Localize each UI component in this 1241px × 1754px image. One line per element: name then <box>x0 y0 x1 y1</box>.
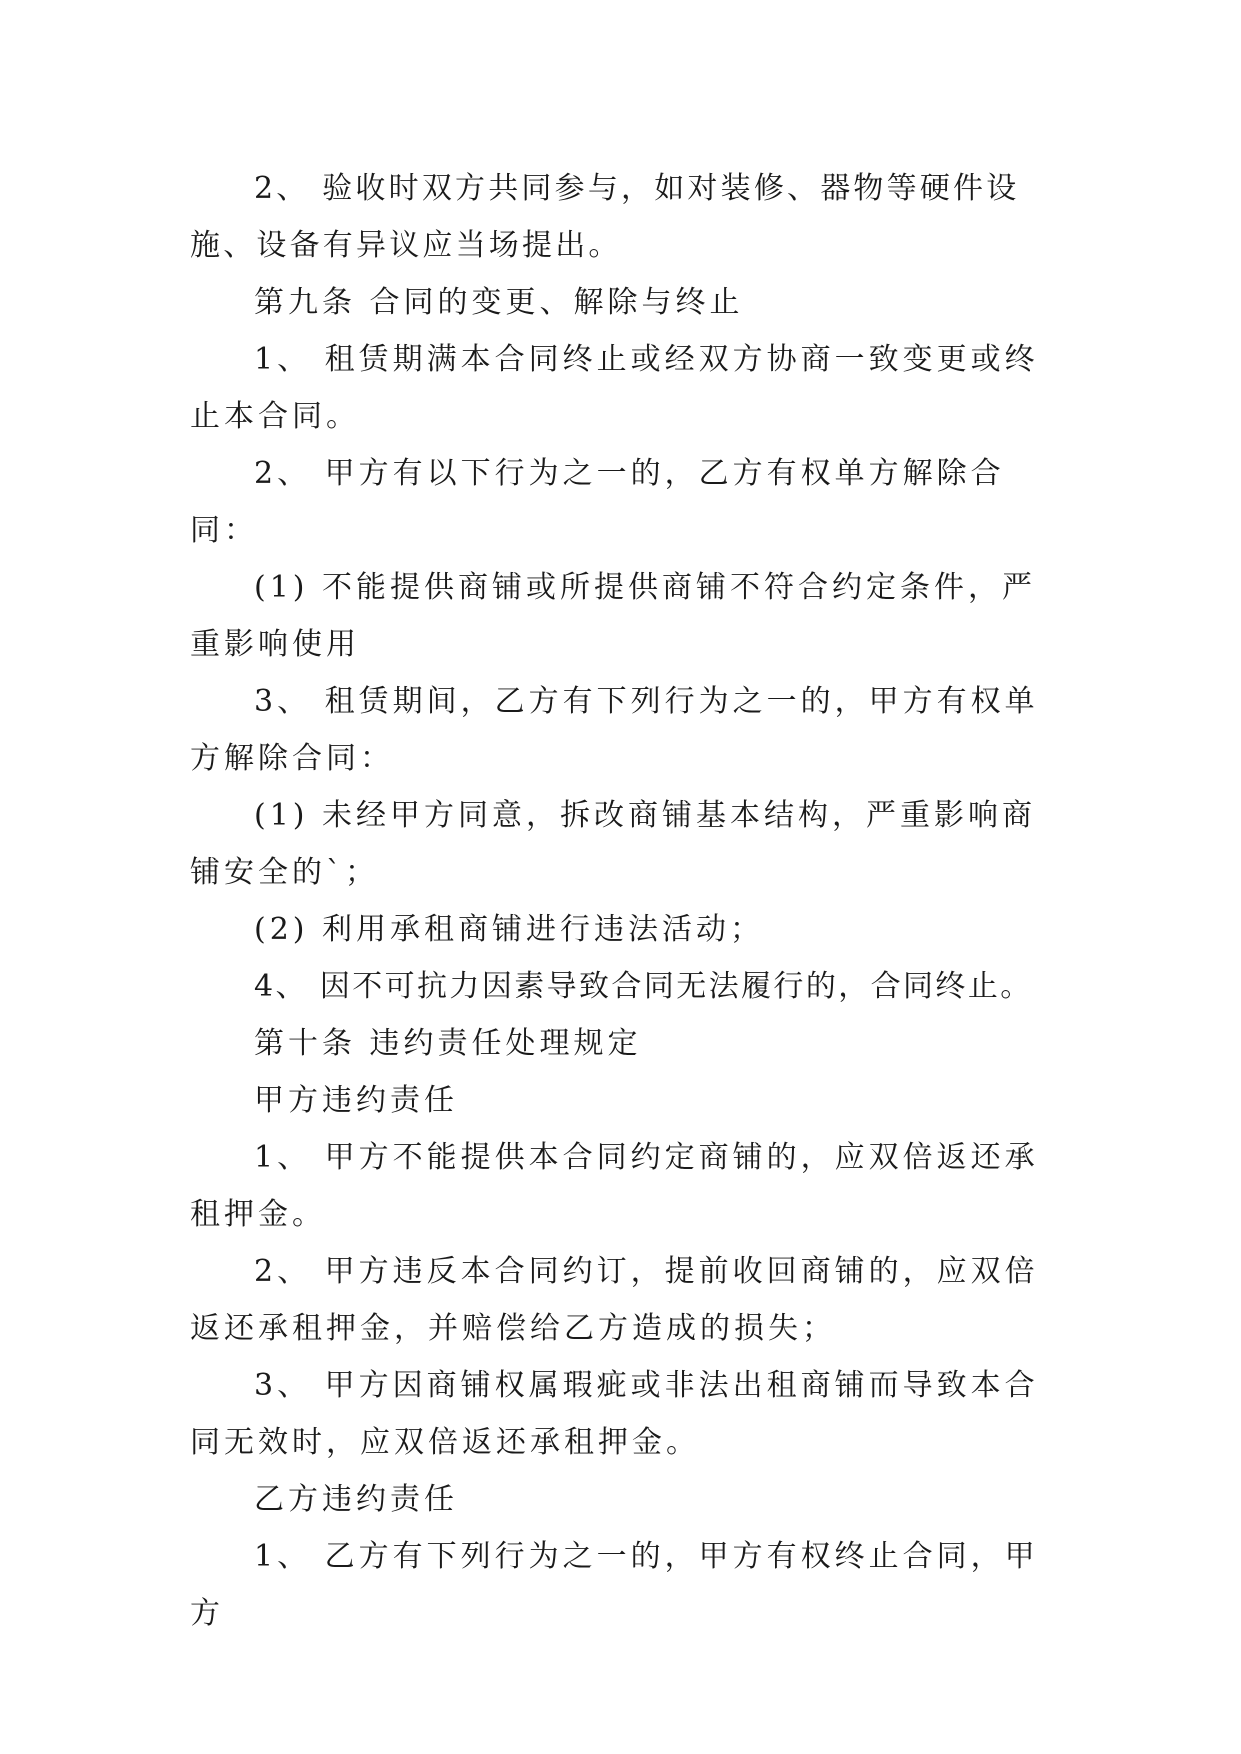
paragraph-a-liability-1: 1、 甲方不能提供本合同约定商铺的，应双倍返还承租押金。 <box>190 1140 1039 1232</box>
paragraph-item-1-unable-provide: (1) 不能提供商铺或所提供商铺不符合约定条件，严重影响使用 <box>190 570 1037 662</box>
heading-party-a-liability: 甲方违约责任 <box>254 1083 458 1118</box>
heading-article-10: 第十条 违约责任处理规定 <box>254 1026 642 1061</box>
paragraph-party-b-breach-cases: 3、 租赁期间，乙方有下列行为之一的，甲方有权单方解除合同： <box>190 684 1039 776</box>
paragraph-a-liability-2: 2、 甲方违反本合同约订，提前收回商铺的，应双倍返还承租押金，并赔偿给乙方造成的损失； <box>190 1254 1039 1346</box>
paragraph-b-liability-1: 1、 乙方有下列行为之一的，甲方有权终止合同，甲方 <box>190 1539 1039 1631</box>
paragraph-a-liability-3: 3、 甲方因商铺权属瑕疵或非法出租商铺而导致本合同无效时，应双倍返还承租押金。 <box>190 1368 1039 1460</box>
paragraph-item-1-alter-structure: (1) 未经甲方同意，拆改商铺基本结构，严重影响商铺安全的`； <box>190 798 1037 890</box>
paragraph-lease-expiry: 1、 租赁期满本合同终止或经双方协商一致变更或终止本合同。 <box>190 342 1039 434</box>
paragraph-acceptance: 2、 验收时双方共同参与，如对装修、器物等硬件设施、设备有异议应当场提出。 <box>190 171 1020 263</box>
heading-party-b-liability: 乙方违约责任 <box>254 1482 458 1517</box>
document-page <box>190 160 1060 1642</box>
paragraph-force-majeure: 4、 因不可抗力因素导致合同无法履行的，合同终止。 <box>254 969 1033 1004</box>
heading-article-9: 第九条 合同的变更、解除与终止 <box>254 285 744 320</box>
paragraph-item-2-illegal-activity: (2) 利用承租商铺进行违法活动； <box>254 912 765 947</box>
paragraph-party-a-breach-cases: 2、 甲方有以下行为之一的，乙方有权单方解除合同： <box>190 456 1005 548</box>
